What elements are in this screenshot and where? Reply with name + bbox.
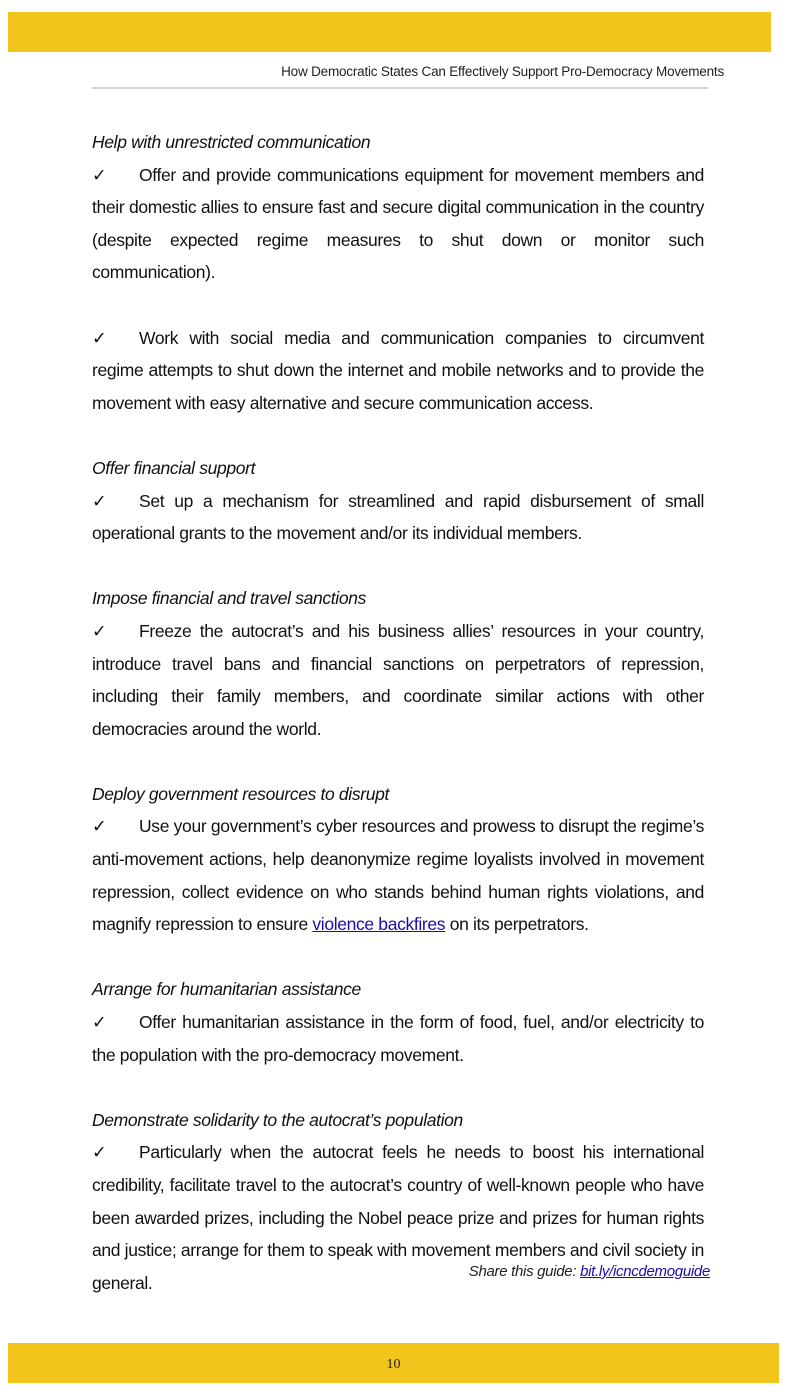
bullet-text-after-link: on its perpetrators. xyxy=(445,914,589,935)
section-sanctions xyxy=(92,582,704,745)
bullet-item xyxy=(92,485,704,550)
bullet-text: Work with social media and communication companies to circumvent regime attempts to shut down the internet and mobile networks and to provide the movement with easy alternative and secure communication access. xyxy=(92,327,704,413)
section-communication xyxy=(92,126,704,419)
section-title: Impose financial and travel sanctions xyxy=(92,588,367,609)
bullet-text: Offer and provide communications equipment for movement members and their domestic allies to ensure fast and secure digital communication in the country (despite expected regime measures to shut down or monitor such communication). xyxy=(92,164,704,283)
check-mark-icon: ✓ xyxy=(92,1142,107,1163)
bullet-item xyxy=(92,1006,704,1071)
section-title: Help with unrestricted communication xyxy=(92,132,371,152)
page-number: 10 xyxy=(386,1357,401,1372)
section-title: Arrange for humanitarian assistance xyxy=(92,979,361,1000)
check-mark-icon: ✓ xyxy=(92,1012,107,1033)
section-title: Demonstrate solidarity to the autocrat’s population xyxy=(92,1109,463,1130)
section-financial-support xyxy=(92,452,704,550)
bullet-item xyxy=(92,615,704,745)
bullet-text: Freeze the autocrat’s and his business allies’ resources in your country, introduce travel bans and financial sanctions on perpetrators of repression, including their family members, and coordinate similar actions with other democracies around the world. xyxy=(92,620,704,739)
share-line xyxy=(300,1263,710,1280)
section-humanitarian xyxy=(92,973,704,1071)
top-color-band xyxy=(8,12,771,52)
check-mark-icon: ✓ xyxy=(92,490,107,511)
header-rule xyxy=(92,87,708,89)
bullet-item xyxy=(92,159,704,289)
section-title: Deploy government resources to disrupt xyxy=(92,783,389,804)
footer-band xyxy=(8,1343,779,1383)
share-guide-link[interactable]: bit.ly/icncdemoguide xyxy=(580,1263,710,1280)
bullet-text: Offer humanitarian assistance in the form of food, fuel, and/or electricity to the population with the pro-democracy movement. xyxy=(92,1012,704,1065)
running-header: How Democratic States Can Effectively Support Pro-Democracy Movements xyxy=(281,64,724,79)
section-government-resources xyxy=(92,778,704,941)
bullet-item xyxy=(92,322,704,420)
check-mark-icon: ✓ xyxy=(92,816,107,837)
bullet-item xyxy=(92,810,704,940)
check-mark-icon: ✓ xyxy=(92,164,107,185)
bullet-text: Set up a mechanism for streamlined and rapid disbursement of small operational grants to the movement and/or its individual members. xyxy=(92,490,704,544)
page-content xyxy=(92,126,704,1332)
bullet-text: Particularly when the autocrat feels he needs to boost his international credibility, facilitate travel to the autocrat’s country of well-known people who have been awarded prizes, including the Nobel peace prize and prizes for human rights and justice; arrange for them to speak with movement members and civil society in general. xyxy=(92,1142,704,1293)
bullet-text-before-link: Use your government’s cyber resources and prowess to disrupt the regime’s anti-movement actions, help deanonymize regime loyalists involved in movement repression, collect evidence on who stands behind human rights violations, and magnify repression to ensure xyxy=(92,816,704,935)
section-title: Offer financial support xyxy=(92,457,256,478)
check-mark-icon: ✓ xyxy=(92,620,107,641)
check-mark-icon: ✓ xyxy=(92,327,107,348)
violence-backfires-link[interactable]: violence backfires xyxy=(312,914,446,935)
share-label: Share this guide: xyxy=(468,1263,581,1280)
